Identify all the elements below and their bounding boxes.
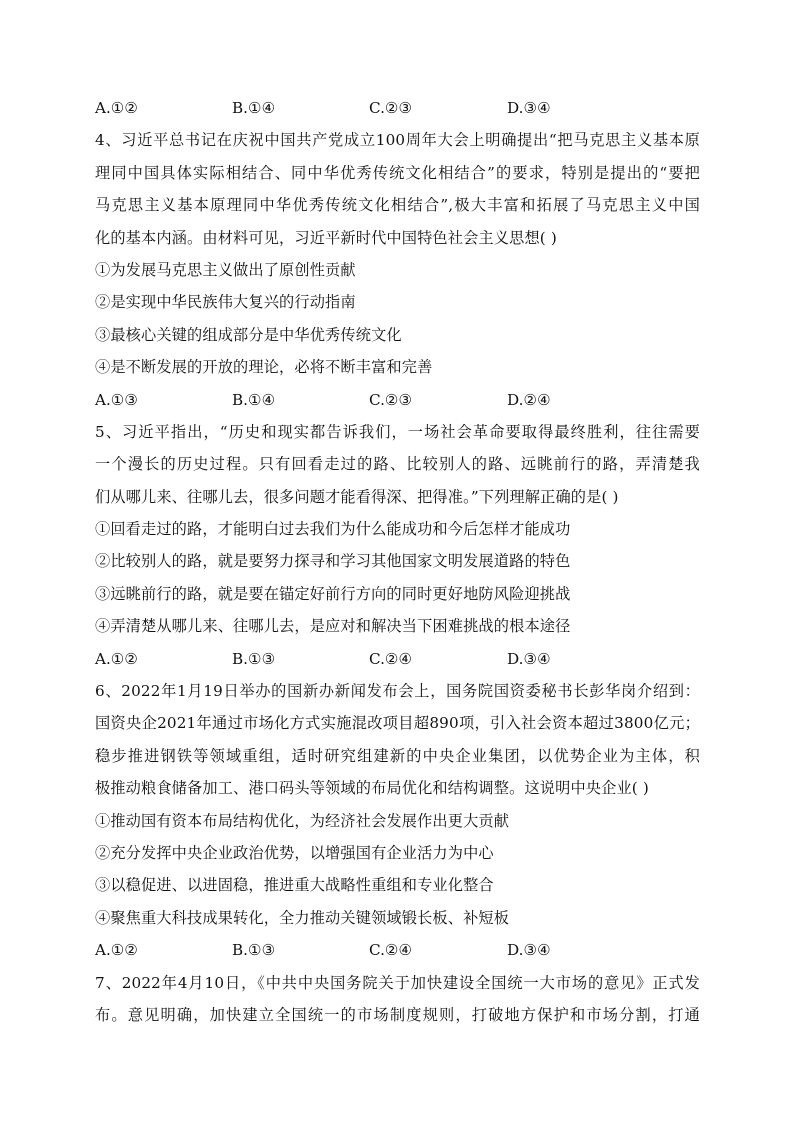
q4-statement-4: ④是不断发展的开放的理论，必将不断丰富和完善 bbox=[95, 358, 433, 377]
q5-stem-line: 一个漫长的历史过程。只有回看走过的路、比较别人的路、远眺前行的路，弄清楚我 bbox=[95, 455, 700, 474]
q5-option-d: D.③④ bbox=[507, 649, 551, 668]
q3-option-c: C.②③ bbox=[369, 99, 413, 117]
q4-statement-1: ①为发展马克思主义做出了原创性贡献 bbox=[95, 260, 356, 279]
q6-option-b: B.①③ bbox=[232, 941, 276, 960]
q6-option-a: A.①② bbox=[95, 941, 139, 960]
q6-stem-line: 国资央企2021年通过市场化方式实施混改项目超890项，引入社会资本超过3800亿元； bbox=[95, 714, 700, 733]
q3-option-a: A.①② bbox=[95, 99, 139, 117]
question-7 bbox=[95, 967, 700, 1032]
q6-statement-4: ④聚焦重大科技成果转化，全力推动关键领域锻长板、补短板 bbox=[95, 908, 510, 927]
q4-statement-3: ③最核心关键的组成部分是中华优秀传统文化 bbox=[95, 325, 402, 344]
q5-statement-4: ④弄清楚从哪儿来、往哪儿去，是应对和解决当下困难挑战的根本途径 bbox=[95, 617, 571, 636]
q7-stem-line: 7、2022年4月10日，《中共中央国务院关于加快建设全国统一大市场的意见》正式发 bbox=[95, 973, 700, 992]
q4-option-a: A.①③ bbox=[95, 390, 139, 409]
q5-option-b: B.①③ bbox=[232, 649, 276, 668]
q5-statement-2: ②比较别人的路，就是要努力探寻和学习其他国家文明发展道路的特色 bbox=[95, 552, 571, 571]
q5-stem-line: 5、习近平指出，“历史和现实都告诉我们，一场社会革命要取得最终胜利，往往需要 bbox=[95, 422, 700, 441]
q6-statement-3: ③以稳促进、以进固稳，推进重大战略性重组和专业化整合 bbox=[95, 876, 494, 895]
q7-stem-line: 布。意见明确，加快建立全国统一的市场制度规则，打破地方保护和市场分割，打通 bbox=[95, 1005, 700, 1024]
q4-options bbox=[95, 384, 700, 416]
q5-stem-line: 们从哪儿来、往哪儿去，很多问题才能看得深、把得准。”下列理解正确的是( ) bbox=[95, 487, 619, 506]
question-6 bbox=[95, 675, 700, 967]
q3-option-b: B.①④ bbox=[232, 99, 276, 117]
q4-option-c: C.②③ bbox=[369, 390, 413, 409]
q4-statement-2: ②是实现中华民族伟大复兴的行动指南 bbox=[95, 293, 356, 312]
q3-option-d: D.③④ bbox=[507, 99, 551, 117]
q5-options bbox=[95, 643, 700, 675]
q4-option-b: B.①④ bbox=[232, 390, 276, 409]
q6-statement-2: ②充分发挥中央企业政治优势，以增强国有企业活力为中心 bbox=[95, 843, 494, 862]
exam-page bbox=[95, 92, 700, 1031]
q4-stem-line: 化的基本内涵。由材料可见，习近平新时代中国特色社会主义思想( ) bbox=[95, 228, 557, 247]
q5-option-c: C.②④ bbox=[369, 649, 413, 668]
q4-stem-line: 马克思主义基本原理同中华优秀传统文化相结合”,极大丰富和拓展了马克思主义中国 bbox=[95, 196, 700, 215]
question-5 bbox=[95, 416, 700, 675]
q5-statement-1: ①回看走过的路，才能明白过去我们为什么能成功和今后怎样才能成功 bbox=[95, 520, 571, 539]
question-4 bbox=[95, 124, 700, 416]
q6-option-d: D.③④ bbox=[507, 941, 551, 960]
q5-statement-3: ③远眺前行的路，就是要在锚定好前行方向的同时更好地防风险迎挑战 bbox=[95, 584, 571, 603]
q5-option-a: A.①② bbox=[95, 649, 139, 668]
q4-stem-line: 理同中国具体实际相结合、同中华优秀传统文化相结合”的要求，特别是提出的“要把 bbox=[95, 163, 700, 182]
q6-stem-line: 稳步推进钢铁等领域重组，适时研究组建新的中央企业集团，以优势企业为主体，积 bbox=[95, 746, 700, 765]
q4-option-d: D.②④ bbox=[507, 390, 551, 409]
q6-option-c: C.②④ bbox=[369, 941, 413, 960]
q4-stem-line: 4、习近平总书记在庆祝中国共产党成立100周年大会上明确提出“把马克思主义基本原 bbox=[95, 131, 700, 150]
q6-statement-1: ①推动国有资本布局结构优化，为经济社会发展作出更大贡献 bbox=[95, 811, 510, 830]
q6-options bbox=[95, 934, 700, 966]
q6-stem-line: 极推动粮食储备加工、港口码头等领域的布局优化和结构调整。这说明中央企业( ) bbox=[95, 779, 649, 798]
q3-options bbox=[95, 92, 700, 124]
q6-stem-line: 6、2022年1月19日举办的国新办新闻发布会上，国务院国资委秘书长彭华岗介绍到： bbox=[95, 682, 700, 701]
